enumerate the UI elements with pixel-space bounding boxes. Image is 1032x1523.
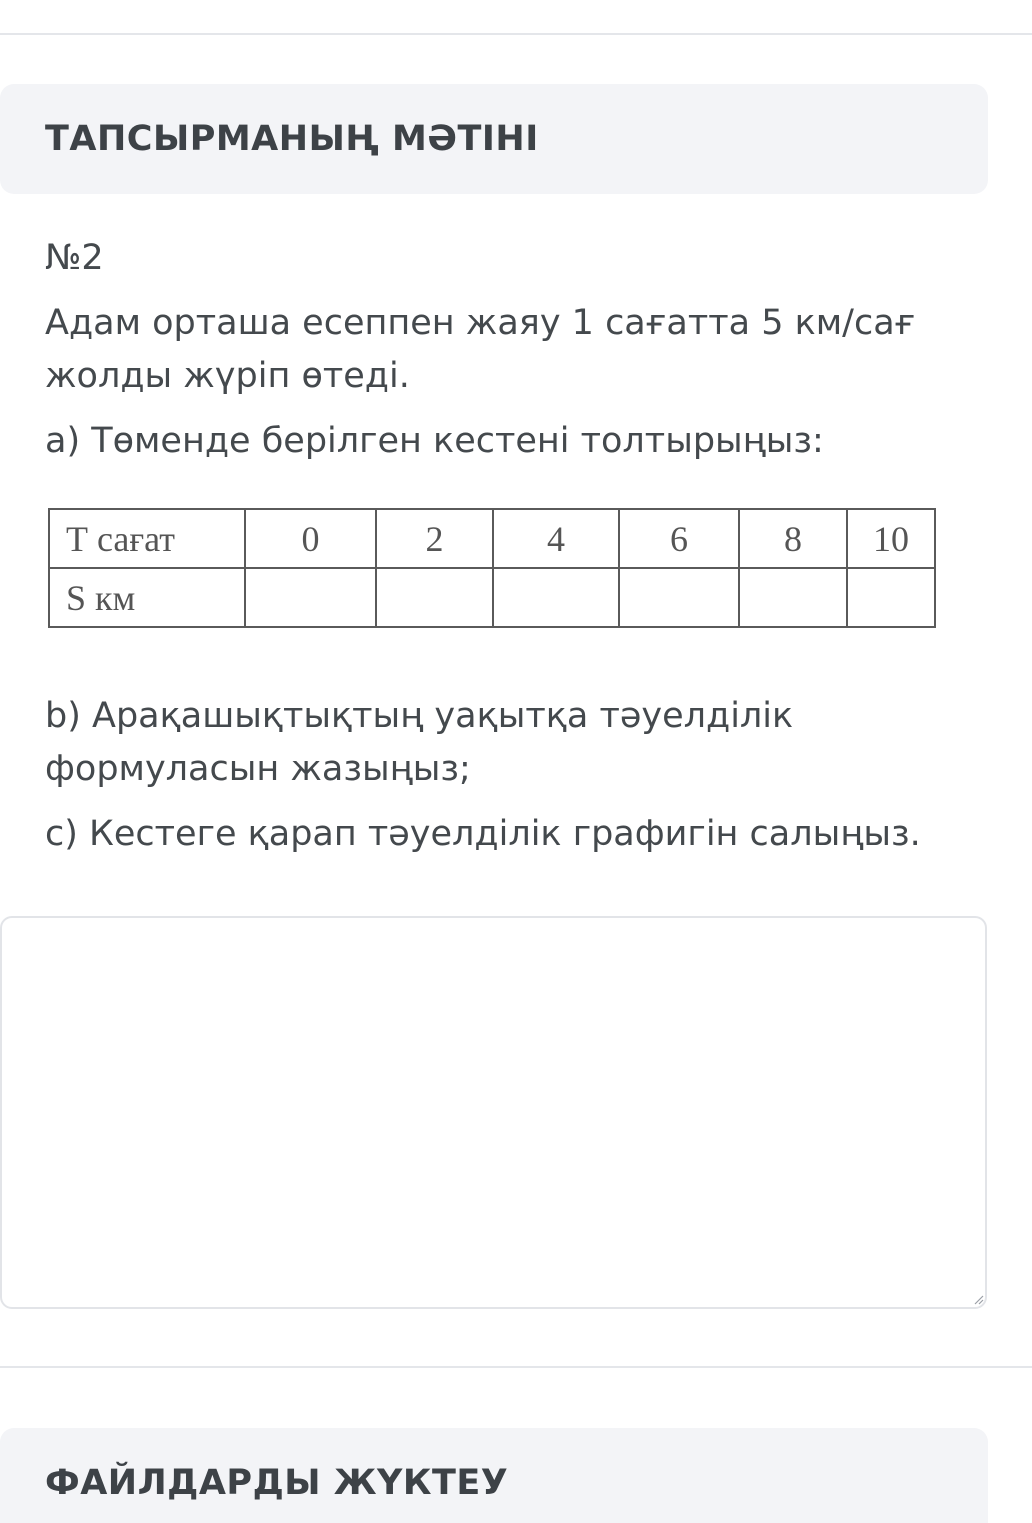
task-part-c: c) Кестеге қарап тәуелділік графигін салыңыз. <box>45 814 921 854</box>
table-cell-s <box>847 568 935 627</box>
task-body <box>45 232 945 468</box>
task-body-continued <box>45 690 945 861</box>
table-header-distance: S км <box>49 568 245 627</box>
answer-textarea[interactable] <box>0 916 987 1309</box>
table-cell-t: 8 <box>739 509 847 568</box>
time-distance-table-wrap <box>48 508 936 628</box>
task-text-title: ТАПСЫРМАНЫҢ МӘТІНІ <box>45 119 539 159</box>
table-row-distance <box>49 568 935 627</box>
table-cell-t: 6 <box>619 509 739 568</box>
table-cell-s <box>376 568 493 627</box>
task-number: №2 <box>45 238 104 278</box>
resize-grip-icon[interactable] <box>972 1293 984 1305</box>
table-row-time <box>49 509 935 568</box>
top-divider <box>0 33 1032 35</box>
table-cell-s <box>739 568 847 627</box>
task-intro: Адам орташа есеппен жаяу 1 сағатта 5 км/сағ жолды жүріп өтеді. <box>45 303 916 396</box>
table-cell-t: 2 <box>376 509 493 568</box>
task-text-header <box>0 84 988 194</box>
file-upload-title: ФАЙЛДАРДЫ ЖҮКТЕУ <box>45 1463 509 1503</box>
file-upload-header <box>0 1428 988 1523</box>
table-cell-t: 10 <box>847 509 935 568</box>
bottom-divider <box>0 1366 1032 1368</box>
table-cell-s <box>245 568 376 627</box>
table-cell-s <box>619 568 739 627</box>
task-part-b: b) Арақашықтықтың уақытқа тәуелділік формуласын жазыңыз; <box>45 696 794 789</box>
table-header-time: Т сағат <box>49 509 245 568</box>
time-distance-table <box>48 508 936 628</box>
task-part-a: а) Төменде берілген кестені толтырыңыз: <box>45 421 824 461</box>
table-cell-s <box>493 568 619 627</box>
table-cell-t: 0 <box>245 509 376 568</box>
table-cell-t: 4 <box>493 509 619 568</box>
